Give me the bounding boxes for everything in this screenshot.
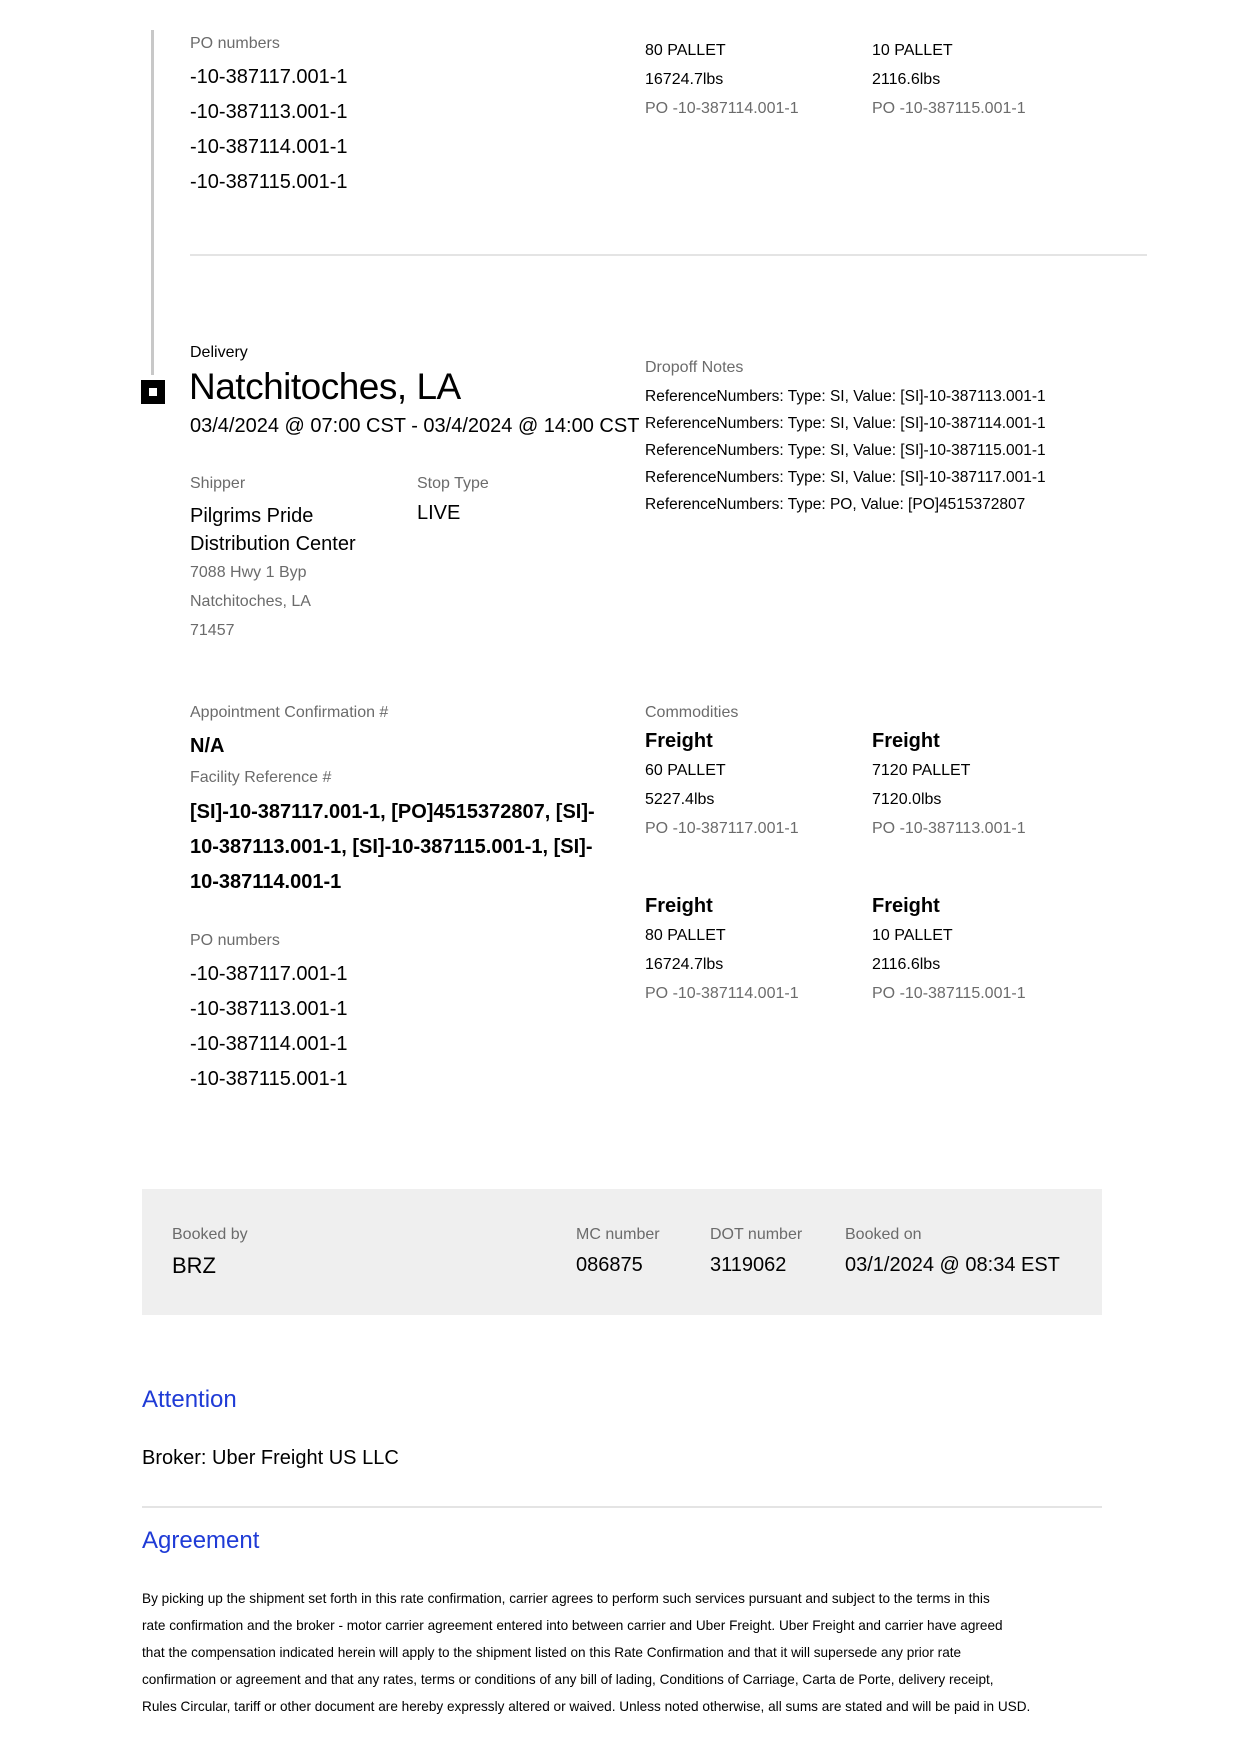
po-numbers-list (190, 957, 348, 1097)
po-number: -10-387115.001-1 (190, 1068, 348, 1090)
shipper-address (190, 558, 311, 645)
agreement-line: By picking up the shipment set forth in this rate confirmation, carrier agrees to perform such services pursuant and subject to the terms in this (142, 1591, 990, 1606)
dropoff-note: ReferenceNumbers: Type: PO, Value: [PO]4515372807 (645, 496, 1026, 513)
po-numbers-label: PO numbers (190, 932, 280, 949)
commodity-qty: 60 PALLET (645, 762, 726, 779)
facility-ref-label: Facility Reference # (190, 769, 332, 786)
commodity-po: PO -10-387115.001-1 (872, 985, 1026, 1002)
commodity-card (645, 895, 799, 1008)
commodities-label: Commodities (645, 704, 739, 721)
commodity-weight: 16724.7lbs (645, 956, 724, 973)
commodity-qty: 80 PALLET (645, 42, 726, 59)
dropoff-note: ReferenceNumbers: Type: SI, Value: [SI]-10-387117.001-1 (645, 469, 1046, 486)
attention-heading: Attention (142, 1386, 237, 1413)
booked-on-value: 03/1/2024 @ 08:34 EST (845, 1254, 1060, 1276)
agreement-line: that the compensation indicated herein will apply to the shipment listed on this Rate Confirmation and that it will supersede any prior rate (142, 1645, 962, 1660)
commodity-name: Freight (872, 895, 940, 917)
commodity-po: PO -10-387113.001-1 (872, 820, 1026, 837)
commodity-qty: 80 PALLET (645, 927, 726, 944)
dropoff-note: ReferenceNumbers: Type: SI, Value: [SI]-10-387115.001-1 (645, 442, 1046, 459)
dot-number-value: 3119062 (710, 1254, 787, 1276)
mc-number-value: 086875 (576, 1254, 643, 1276)
agreement-text (142, 1585, 1082, 1720)
commodity-card (645, 730, 799, 843)
po-number: -10-387117.001-1 (190, 963, 348, 985)
facility-ref-line: 10-387113.001-1, [SI]-10-387115.001-1, [SI]- (190, 836, 593, 858)
facility-ref-value (190, 795, 595, 900)
stop-divider (190, 254, 1147, 256)
booked-by-value: BRZ (172, 1253, 216, 1278)
commodity-card (645, 36, 799, 123)
timeline-line (151, 30, 154, 375)
booking-panel (142, 1189, 1102, 1315)
agreement-heading: Agreement (142, 1527, 260, 1554)
dropoff-note: ReferenceNumbers: Type: SI, Value: [SI]-10-387113.001-1 (645, 388, 1046, 405)
po-number: -10-387117.001-1 (190, 66, 348, 88)
po-numbers-list (190, 60, 348, 200)
commodity-card (872, 895, 1026, 1008)
booked-on-label: Booked on (845, 1226, 922, 1243)
address-line: Natchitoches, LA (190, 593, 311, 610)
commodity-qty: 10 PALLET (872, 927, 953, 944)
commodity-card (872, 36, 1026, 123)
shipper-name (190, 502, 356, 558)
stop-type-heading: Delivery (190, 344, 248, 361)
shipper-name-line: Distribution Center (190, 533, 356, 555)
commodity-po: PO -10-387114.001-1 (645, 985, 799, 1002)
commodity-po: PO -10-387115.001-1 (872, 100, 1026, 117)
stop-type-label: Stop Type (417, 475, 489, 492)
commodity-weight: 2116.6lbs (872, 71, 941, 88)
commodity-weight: 2116.6lbs (872, 956, 941, 973)
commodity-name: Freight (872, 730, 940, 752)
address-line: 7088 Hwy 1 Byp (190, 564, 307, 581)
appointment-value: N/A (190, 735, 225, 757)
commodity-qty: 7120 PALLET (872, 762, 971, 779)
agreement-line: confirmation or agreement and that any rates, terms or conditions of any bill of lading, Conditions of Carriage, Carta de Porte, delivery receipt, (142, 1672, 994, 1687)
appointment-label: Appointment Confirmation # (190, 704, 389, 721)
commodity-weight: 16724.7lbs (645, 71, 724, 88)
commodity-name: Freight (645, 730, 713, 752)
dropoff-notes-label: Dropoff Notes (645, 359, 744, 376)
dropoff-note: ReferenceNumbers: Type: SI, Value: [SI]-10-387114.001-1 (645, 415, 1046, 432)
dropoff-notes (645, 383, 1046, 518)
commodity-name: Freight (645, 895, 713, 917)
agreement-line: rate confirmation and the broker - motor carrier agreement entered into between carrier and Uber Freight. Uber Freight and carrier have agreed (142, 1618, 1003, 1633)
commodity-po: PO -10-387117.001-1 (645, 820, 799, 837)
commodity-card (872, 730, 1026, 843)
stop-time-window: 03/4/2024 @ 07:00 CST - 03/4/2024 @ 14:00 CST (190, 415, 640, 437)
facility-ref-line: 10-387114.001-1 (190, 871, 342, 893)
attention-text: Broker: Uber Freight US LLC (142, 1447, 399, 1469)
booked-by-label: Booked by (172, 1226, 248, 1243)
shipper-label: Shipper (190, 475, 246, 492)
shipper-name-line: Pilgrims Pride (190, 505, 314, 527)
po-number: -10-387113.001-1 (190, 998, 348, 1020)
commodity-weight: 7120.0lbs (872, 791, 942, 808)
agreement-line: Rules Circular, tariff or other document are hereby expressly altered or waived. Unless noted otherwise, all sums are stated and will be paid in USD. (142, 1699, 1031, 1714)
po-number: -10-387115.001-1 (190, 171, 348, 193)
stop-city: Natchitoches, LA (189, 366, 461, 407)
stop-type-value: LIVE (417, 502, 461, 524)
po-number: -10-387114.001-1 (190, 136, 348, 158)
stop-marker-icon (141, 380, 165, 404)
commodity-weight: 5227.4lbs (645, 791, 715, 808)
mc-number-label: MC number (576, 1226, 660, 1243)
commodity-qty: 10 PALLET (872, 42, 953, 59)
commodity-po: PO -10-387114.001-1 (645, 100, 799, 117)
section-divider (142, 1506, 1102, 1508)
address-line: 71457 (190, 622, 235, 639)
dot-number-label: DOT number (710, 1226, 803, 1243)
po-number: -10-387114.001-1 (190, 1033, 348, 1055)
facility-ref-line: [SI]-10-387117.001-1, [PO]4515372807, [SI]- (190, 801, 595, 823)
po-numbers-label: PO numbers (190, 35, 280, 52)
po-number: -10-387113.001-1 (190, 101, 348, 123)
